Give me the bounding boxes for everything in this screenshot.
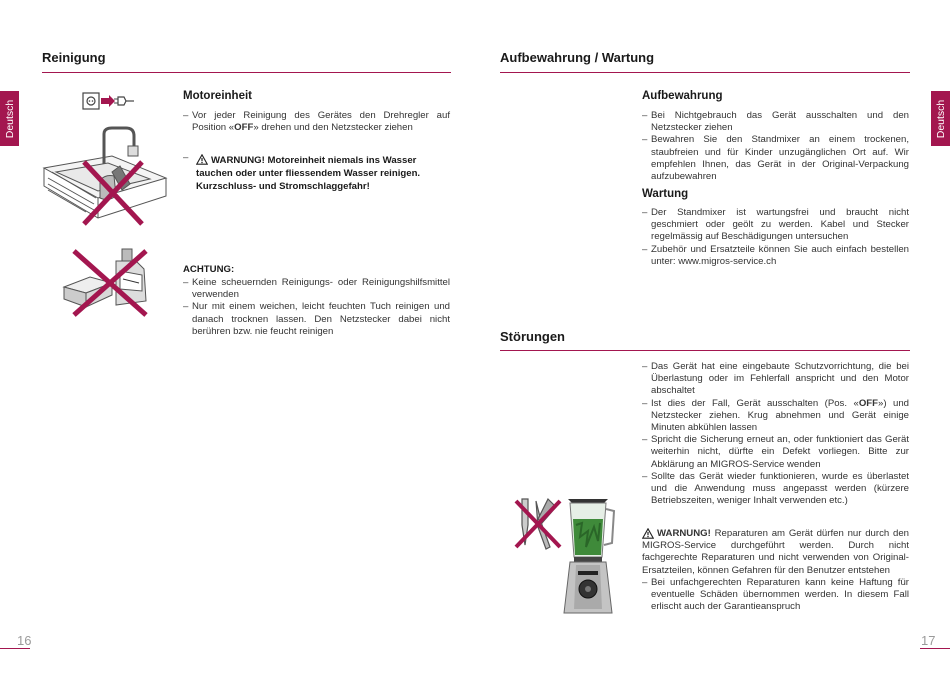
section-title-aufbewahrung: Aufbewahrung / Wartung: [500, 50, 655, 65]
list-item: – Das Gerät hat eine eingebaute Schutzvorrichtung, die bei Überlastung oder im Fehlerfall anspricht und den Motor abschaltet: [642, 361, 909, 398]
maintenance-list: [642, 207, 909, 268]
page-number-right: 17: [921, 633, 936, 648]
list-item: – Keine scheuernden Reinigungs- oder Reinigungshilfsmittel verwenden: [183, 277, 450, 301]
language-tab-right: [931, 91, 950, 146]
page-number-rule-left: [0, 648, 30, 649]
no-abrasive-cleaner-illustration: [60, 241, 156, 319]
list-item: – Der Standmixer ist wartungsfrei und braucht nicht geschmiert oder geölt zu werden. Kabel und Stecker regelmässig auf Beschädigungen untersuchen: [642, 207, 909, 244]
unplug-icon: [82, 91, 140, 111]
section-rule-right-faults: [500, 350, 910, 351]
caution-list: [183, 277, 450, 338]
list-item: – Bewahren Sie den Standmixer an einem trockenen, staubfreien und für Kinder unzugänglichen Ort auf. Wir empfehlen Ihnen, das Gerät in der Original-Verpackung aufzubewahren: [642, 134, 909, 183]
language-tab-left-label: Deutsch: [3, 99, 16, 138]
no-tools-illustration: [512, 495, 564, 551]
page-number-rule-right: [920, 648, 950, 649]
list-item: – Bei Nichtgebrauch das Gerät ausschalten und den Netzstecker ziehen: [642, 110, 909, 134]
list-item: – Bei unfachgerechten Reparaturen kann keine Haftung für eventuelle Schäden übernommen werden. In diesem Fall erlischt auch der Garantieanspruch: [642, 577, 909, 614]
motor-instructions: [183, 110, 450, 134]
section-rule-right-top: [500, 72, 910, 73]
warning-dash: –: [183, 152, 189, 163]
section-title-stoerungen: Störungen: [500, 329, 565, 344]
motor-heading: Motoreinheit: [183, 90, 252, 102]
faults-list: [642, 361, 909, 507]
language-tab-right-label: Deutsch: [934, 99, 947, 138]
list-item: – Ist dies der Fall, Gerät ausschalten (Pos. «OFF») und Netzstecker ziehen. Krug abnehmen und Gerät einige Minuten abkühlen lassen: [642, 398, 909, 435]
faults-list-liability: [642, 577, 909, 614]
caution-heading: ACHTUNG:: [183, 264, 235, 275]
motor-warning-text: WARNUNG! Motoreinheit niemals ins Wasser tauchen oder unter fliessendem Wasser reinigen. Kurzschluss- und Stromschlaggefahr!: [196, 155, 421, 193]
maintenance-heading: Wartung: [642, 188, 689, 200]
section-rule-left: [42, 72, 451, 73]
storage-list: [642, 110, 909, 183]
section-title-reinigung: Reinigung: [42, 50, 106, 65]
blender-illustration: [558, 497, 618, 617]
list-item: – Vor jeder Reinigung des Gerätes den Drehregler auf Position «OFF» drehen und den Netzstecker ziehen: [183, 110, 450, 134]
list-item: – Nur mit einem weichen, leicht feuchten Tuch reinigen und danach trocknen lassen. Den Netzstecker dabei nicht berühren bzw. nie feucht reinigen: [183, 301, 450, 338]
list-item: – Zubehör und Ersatzteile können Sie auch einfach bestellen unter: www.migros-service.ch: [642, 244, 909, 268]
list-item: – Sollte das Gerät wieder funktionieren, wurde es überlastet und die Anwendung muss angepasst werden (kürzere Betriebszeiten, weniger Inhalt verwenden etc.): [642, 471, 909, 508]
no-water-sink-illustration: [42, 126, 168, 230]
language-tab-left: [0, 91, 19, 146]
repair-warning: WARNUNG! Reparaturen am Gerät dürfen nur durch den MIGROS-Service durchgeführt werden. Durch nicht fachgerechte Reparaturen und nicht verwenden von Original-Ersatzteilen, können Gefahren für den Benutzer entstehen: [642, 528, 909, 576]
list-item: – Spricht die Sicherung erneut an, oder funktioniert das Gerät weiterhin nicht, dürfte ein Defekt vorliegen. Bitte zur Abklärung an MIGROS-Service wenden: [642, 434, 909, 471]
page-number-left: 16: [17, 633, 32, 648]
storage-heading: Aufbewahrung: [642, 90, 723, 102]
